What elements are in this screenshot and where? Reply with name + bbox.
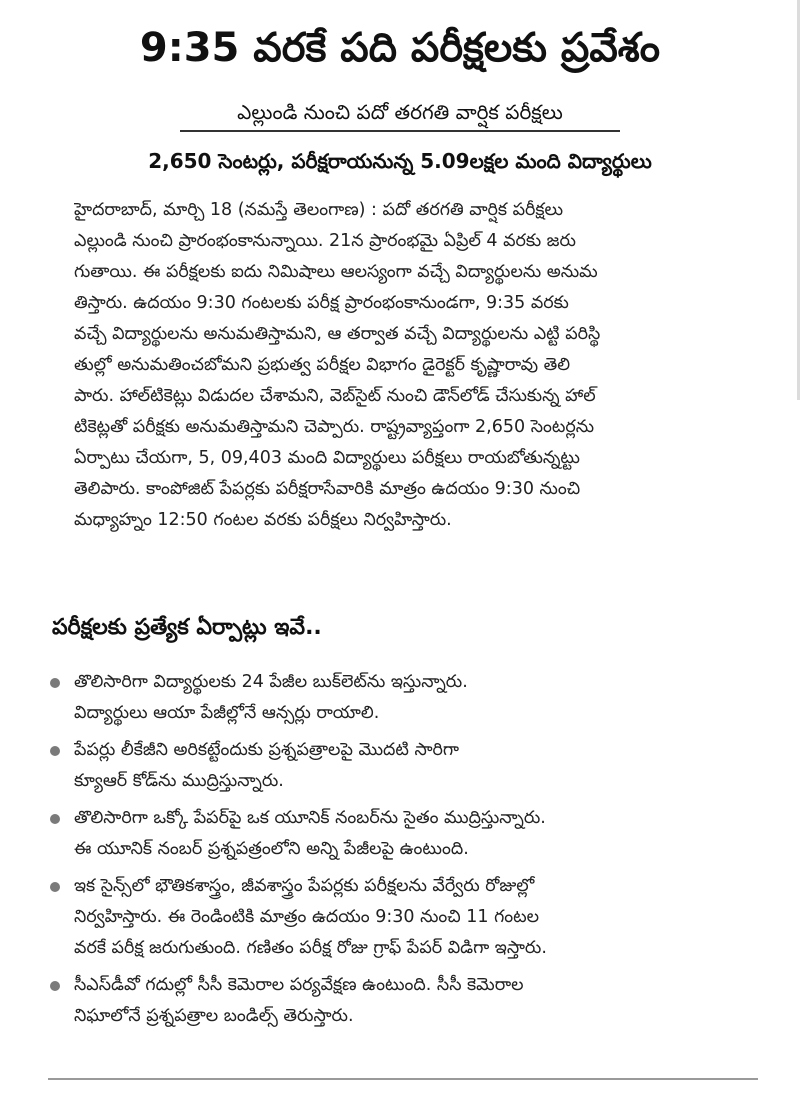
- list-item-line: తొలిసారిగా విద్యార్థులకు 24 పేజీల బుక్‌లెట్‌ను ఇస్తున్నారు.: [74, 672, 468, 692]
- headline: 9:35 వరకే పది పరీక్షలకు ప్రవేశం: [139, 25, 661, 71]
- article-body: [74, 195, 764, 536]
- list-item: [48, 871, 758, 964]
- list-item-line: ఈ యూనిక్ నంబర్ ప్రశ్నపత్రంలోని అన్ని పేజీలపై ఉంటుంది.: [74, 839, 469, 859]
- list-item-line: విద్యార్థులు ఆయా పేజీల్లోనే ఆన్సర్లు రాయాలి.: [74, 703, 380, 723]
- body-line: హైదరాబాద్, మార్చి 18 (నమస్తే తెలంగాణ) : పదో తరగతి వార్షిక పరీక్షలు: [74, 200, 564, 220]
- bullet-icon: [50, 678, 60, 688]
- list-item-line: నిర్వహిస్తారు. ఈ రెండింటికి మాత్రం ఉదయం 9:30 నుంచి 11 గంటల: [74, 907, 540, 927]
- body-line: టికెట్లతో పరీక్షకు అనుమతిస్తామని చెప్పారు. రాష్ట్రవ్యాప్తంగా 2,650 సెంటర్లను: [74, 417, 595, 437]
- body-line: ఏర్పాటు చేయగా, 5, 09,403 మంది విద్యార్థులు పరీక్షలు రాయబోతున్నట్టు: [74, 448, 580, 468]
- body-line: వచ్చే విద్యార్థులను అనుమతిస్తామని, ఆ తర్వాత వచ్చే విద్యార్థులను ఎట్టి పరిస్థి: [74, 324, 601, 344]
- list-item: [48, 667, 758, 729]
- subheadline-secondary: 2,650 సెంటర్లు, పరీక్షరాయనున్న 5.09లక్షల మంది విద్యార్థులు: [148, 149, 652, 173]
- body-line: తిస్తారు. ఉదయం 9:30 గంటలకు పరీక్ష ప్రారంభంకానుండగా, 9:35 వరకు: [74, 293, 569, 313]
- body-line: తెలిపారు. కాంపోజిట్ పేపర్లకు పరీక్షరాసేవారికి మాత్రం ఉదయం 9:30 నుంచి: [74, 479, 581, 499]
- list-item-line: నిఘాలోనే ప్రశ్నపత్రాల బండిల్స్ తెరుస్తారు.: [74, 1006, 354, 1026]
- body-line: గుతాయి. ఈ పరీక్షలకు ఐదు నిమిషాలు ఆలస్యంగా వచ్చే విద్యార్థులను అనుమ: [74, 262, 598, 282]
- list-item: [48, 970, 758, 1032]
- bottom-divider: [48, 1078, 758, 1080]
- list-item-line: క్యూఆర్ కోడ్‌ను ముద్రిస్తున్నారు.: [74, 771, 284, 791]
- body-line: ఎల్లుండి నుంచి ప్రారంభంకానున్నాయి. 21న ప్రారంభమై ఏప్రిల్ 4 వరకు జరు: [74, 231, 576, 251]
- bullet-icon: [50, 981, 60, 991]
- list-item: [48, 735, 758, 797]
- list-item-line: సీఎస్‌డీవో గదుల్లో సీసీ కెమెరాల పర్యవేక్షణ ఉంటుంది. సీసీ కెమెరాల: [74, 975, 524, 995]
- section-heading: పరీక్షలకు ప్రత్యేక ఏర్పాట్లు ఇవే..: [52, 615, 322, 640]
- arrangements-list: [48, 667, 758, 1038]
- bullet-icon: [50, 746, 60, 756]
- subheadline-primary: ఎల్లుండి నుంచి పదో తరగతి వార్షిక పరీక్షలు: [180, 96, 620, 132]
- list-item-line: తొలిసారిగా ఒక్కో పేపర్‌పై ఒక యూనిక్ నంబర్‌ను సైతం ముద్రిస్తున్నారు.: [74, 808, 546, 828]
- list-item-line: వరకే పరీక్ష జరుగుతుంది. గణితం పరీక్ష రోజు గ్రాఫ్ పేపర్ విడిగా ఇస్తారు.: [74, 938, 547, 958]
- list-item: [48, 803, 758, 865]
- body-line: మధ్యాహ్నం 12:50 గంటల వరకు పరీక్షలు నిర్వహిస్తారు.: [74, 510, 452, 530]
- bullet-icon: [50, 882, 60, 892]
- bullet-icon: [50, 814, 60, 824]
- list-item-line: ఇక సైన్స్‌లో భౌతికశాస్త్రం, జీవశాస్త్రం పేపర్లకు పరీక్షలను వేర్వేరు రోజుల్లో: [74, 876, 535, 896]
- body-line: పారు. హాల్‌టికెట్లు విడుదల చేశామని, వెబ్‌సైట్ నుంచి డౌన్‌లోడ్ చేసుకున్న హాల్: [74, 386, 596, 406]
- body-line: తుల్లో అనుమతించబోమని ప్రభుత్వ పరీక్షల విభాగం డైరెక్టర్ కృష్ణారావు తెలి: [74, 355, 571, 375]
- list-item-line: పేపర్లు లీకేజీని అరికట్టేందుకు ప్రశ్నపత్రాలపై మొదటి సారిగా: [74, 740, 460, 760]
